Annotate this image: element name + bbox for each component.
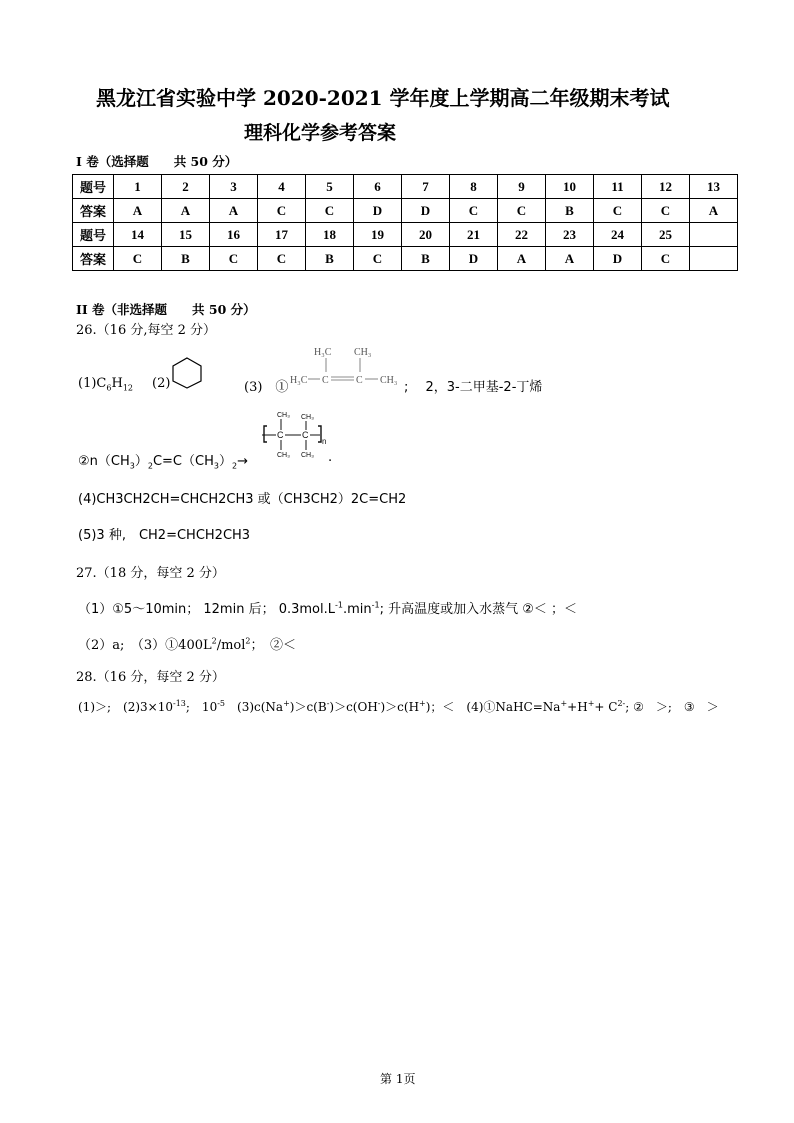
table-cell: 24	[594, 223, 642, 247]
svg-text:CH₃: CH₃	[277, 452, 290, 459]
table-cell: 8	[450, 175, 498, 199]
svg-text:CH₃: CH₃	[301, 452, 314, 459]
table-cell: C	[258, 247, 306, 271]
part2-heading: II 卷（非选择题 共 50 分）	[76, 302, 256, 317]
table-cell: C	[450, 199, 498, 223]
q26-heading: 26.（16 分,每空 2 分）	[76, 323, 217, 338]
table-cell: C	[114, 247, 162, 271]
table-cell: 21	[450, 223, 498, 247]
row-label: 题号	[73, 223, 114, 247]
page-subtitle: 理科化学参考答案	[244, 122, 397, 144]
table-cell: 22	[498, 223, 546, 247]
table-cell: 18	[306, 223, 354, 247]
table-cell: C	[354, 247, 402, 271]
struct1-c1: C	[322, 375, 329, 386]
table-cell: 20	[402, 223, 450, 247]
table-cell: 4	[258, 175, 306, 199]
q26-answer-3-label: (3) ①	[244, 380, 289, 395]
row-label: 答案	[73, 247, 114, 271]
table-cell: B	[546, 199, 594, 223]
table-cell: B	[306, 247, 354, 271]
table-cell: A	[498, 247, 546, 271]
table-cell: A	[546, 247, 594, 271]
table-cell: 12	[642, 175, 690, 199]
table-cell: 5	[306, 175, 354, 199]
table-cell	[690, 223, 738, 247]
polymer-structure	[260, 410, 334, 462]
q28-heading: 28.（16 分，每空 2 分）	[76, 670, 225, 685]
table-cell: 19	[354, 223, 402, 247]
table-cell: A	[114, 199, 162, 223]
table-cell: 2	[162, 175, 210, 199]
svg-text:CH₃: CH₃	[301, 414, 314, 421]
q27-answer-2: （2）a; $(3)①400L^2/mol^2$； ②＜	[78, 636, 297, 653]
table-cell: 1	[114, 175, 162, 199]
table-cell: A	[690, 199, 738, 223]
q26-answer-4: (4)CH3CH2CH=CHCH2CH3 或（CH3CH2）2C=CH2	[78, 492, 407, 507]
table-cell: C	[306, 199, 354, 223]
q26-answer-1: $(1)C_6H_{12}$	[78, 376, 133, 393]
table-cell: 3	[210, 175, 258, 199]
table-cell: B	[162, 247, 210, 271]
table-cell: 16	[210, 223, 258, 247]
q26-answer-3-name: ; 2，3-二甲基-2-丁烯	[404, 380, 543, 395]
table-cell: 15	[162, 223, 210, 247]
q26-answer-5: (5)3 种, CH2=CHCH2CH3	[78, 528, 251, 543]
struct1-left: H₃C	[290, 375, 308, 386]
table-cell: A	[210, 199, 258, 223]
table-cell: 7	[402, 175, 450, 199]
table-cell: C	[642, 247, 690, 271]
q28-answer: (1)＞; $(2)3\times 10^{-13}$; $10^{-5}$ (3)c(Na+)＞c(B-)＞c(OH-)＞c(H+)；＜ (4)①NaHC=Na++H++ $C^{2-}$; ② ＞; ③ ＞	[78, 699, 719, 714]
table-cell: B	[402, 247, 450, 271]
svg-text:C: C	[277, 430, 284, 440]
part1-heading: I 卷（选择题 共 50 分）	[76, 154, 238, 169]
q26-answer-2-label: (2)	[152, 376, 171, 391]
table-row	[73, 199, 738, 223]
table-row	[73, 223, 738, 247]
table-cell: 25	[642, 223, 690, 247]
page-title: 黑龙江省实验中学 2020-2021 学年度上学期高二年级期末考试	[96, 86, 670, 110]
table-cell: 23	[546, 223, 594, 247]
cyclohexane-structure	[170, 356, 204, 390]
page-footer: 第 1页	[380, 1072, 416, 1086]
row-label: 题号	[73, 175, 114, 199]
svg-text:n: n	[322, 437, 327, 446]
struct1-top-left: H₃C	[314, 347, 332, 358]
dimethylbutene-structure	[290, 344, 420, 392]
table-row	[73, 247, 738, 271]
table-cell: 10	[546, 175, 594, 199]
table-cell: C	[258, 199, 306, 223]
q26-answer-3b: $②n(CH_3)_2C=C(CH_3)_2\to$	[78, 454, 248, 471]
svg-text:C: C	[302, 430, 309, 440]
table-cell: C	[594, 199, 642, 223]
table-cell: D	[354, 199, 402, 223]
table-cell: D	[594, 247, 642, 271]
table-cell: 6	[354, 175, 402, 199]
struct1-right: CH₃	[380, 375, 398, 386]
table-cell: 14	[114, 223, 162, 247]
table-cell: C	[498, 199, 546, 223]
struct1-c2: C	[356, 375, 363, 386]
table-cell: C	[642, 199, 690, 223]
table-cell: 9	[498, 175, 546, 199]
table-cell: 13	[690, 175, 738, 199]
table-row	[73, 175, 738, 199]
table-cell: 17	[258, 223, 306, 247]
table-cell: A	[162, 199, 210, 223]
row-label: 答案	[73, 199, 114, 223]
q26-answer-3b-end: .	[328, 450, 333, 465]
q27-answer-1: （1）①5～10min； 12min 后； $0.3mol.L^{-1}.\min^{-1}$; 升高温度或加入水蒸气 ②＜ ；＜	[78, 600, 578, 617]
struct1-top-right: CH₃	[354, 347, 372, 358]
q27-heading: 27.（18 分，每空 2 分）	[76, 566, 225, 581]
table-cell: C	[210, 247, 258, 271]
table-cell: D	[402, 199, 450, 223]
svg-text:CH₃: CH₃	[277, 412, 290, 419]
table-cell	[690, 247, 738, 271]
table-cell: 11	[594, 175, 642, 199]
table-cell: D	[450, 247, 498, 271]
answer-table	[72, 174, 738, 271]
